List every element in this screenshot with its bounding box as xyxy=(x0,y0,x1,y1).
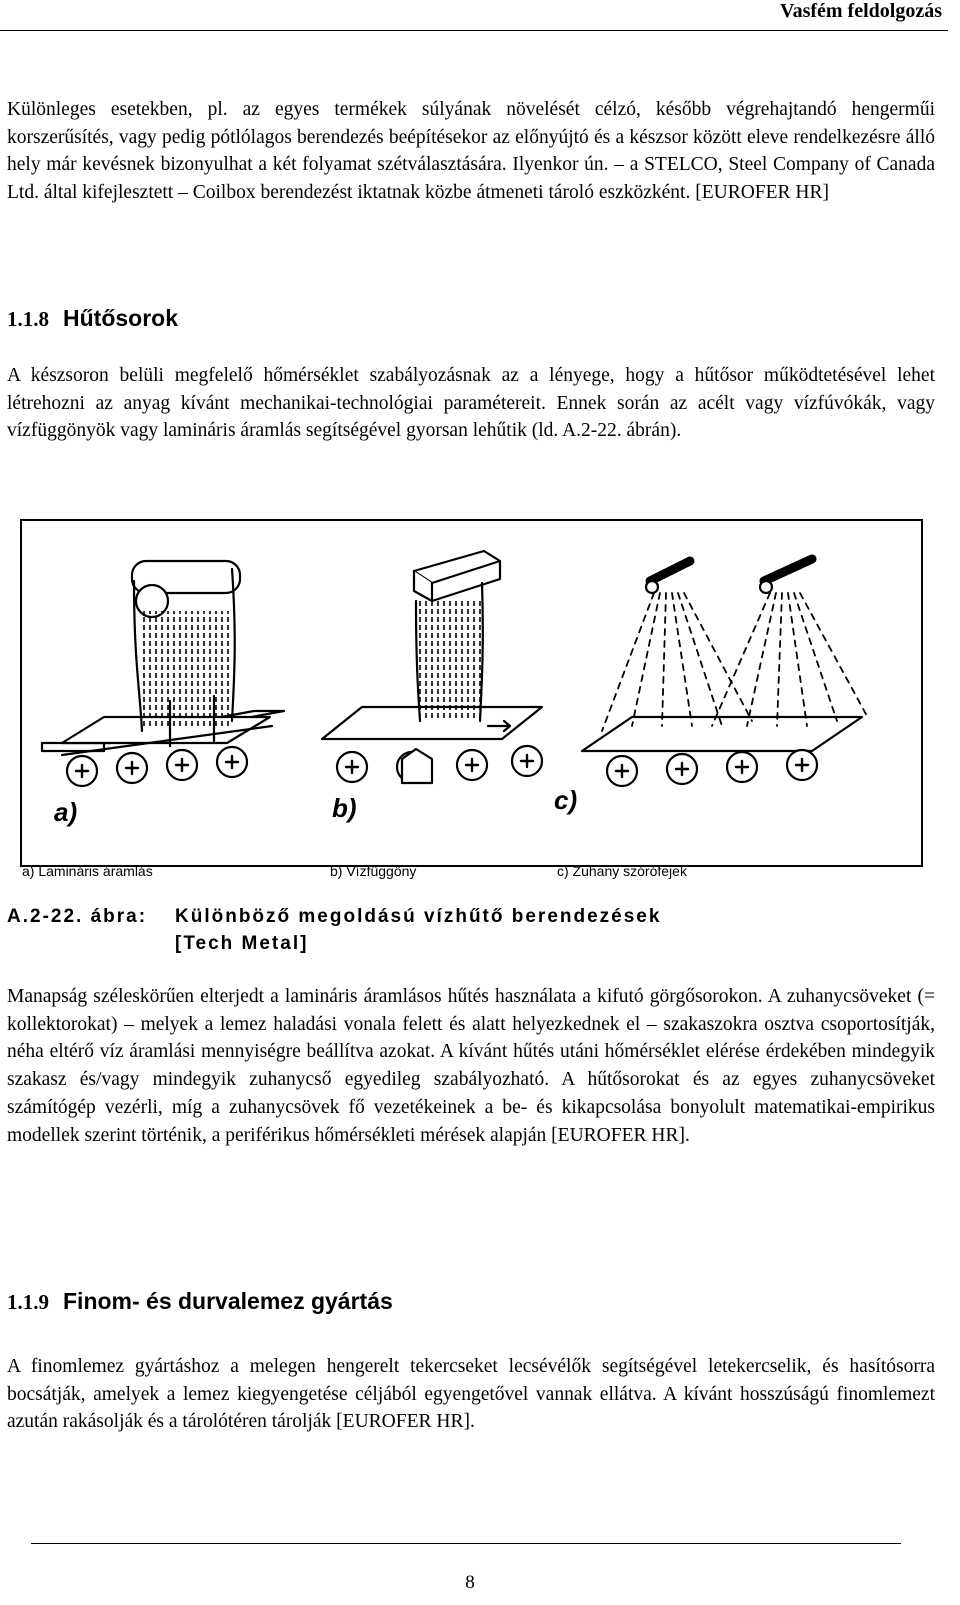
panel-c-drawing xyxy=(582,559,867,786)
paragraph-sheet-production: A finomlemez gyártáshoz a melegen hengerelt tekercseket lecsévélők segítségével letekercselik, és hasítósorra bocsátják, amelyek a lemez kiegyengetése céljából egyengetővel vannak ellátva. A kívánt hosszúságú finomlemezt azután rakásolják és a tárolótéren tárolják [EUROFER HR]. xyxy=(7,1356,935,1433)
section-number: 1.1.9 xyxy=(7,1290,49,1314)
panel-a-label: a) xyxy=(54,797,78,827)
panel-a-drawing xyxy=(42,561,284,786)
panel-b-drawing xyxy=(322,551,542,783)
subcaption-b: b) Vízfüggöny xyxy=(330,863,417,879)
subcaption-a: a) Lamináris áramlás xyxy=(22,863,153,879)
footer-rule xyxy=(31,1543,901,1544)
figure-caption-label: A.2-22. ábra: xyxy=(7,906,148,927)
panel-c-label: c) xyxy=(554,785,578,815)
section-title: Finom- és durvalemez gyártás xyxy=(63,1288,393,1314)
paragraph-cooling-intro: A készsoron belüli megfelelő hőmérséklet szabályozásnak az a lényege, hogy a hűtősor működtetésével lehet létrehozni az anyag kívánt mechanikai-technológiai paramétereit. Ennek során az acélt vagy vízfúvókák, vagy vízfüggönyök vagy lamináris áramlás segítségével gyorsan lehűtik (ld. A.2-22. ábrán). xyxy=(7,365,935,442)
figure-caption xyxy=(7,903,662,954)
paragraph-coilbox: Különleges esetekben, pl. az egyes termékek súlyának növelését célzó, később végrehajtandó hengerműi korszerűsítés, vagy pedig pótlólagos berendezés beépítésekor az előnyújtó és a készsor között eleve rendelkezésre álló hely már kevésnek bizonyulhat a két folyamat szétválasztására. Ilyenkor ún. – a STELCO, Steel Company of Canada Ltd. által kifejlesztett – Coilbox berendezést iktatnak közbe átmeneti tároló eszközként. [EUROFER HR] xyxy=(7,99,935,204)
section-heading-plate xyxy=(7,1288,393,1315)
section-number: 1.1.8 xyxy=(7,307,49,331)
cooling-figure xyxy=(20,519,923,867)
header-rule xyxy=(0,30,948,31)
subcaption-c: c) Zuhany szórófejek xyxy=(557,863,687,879)
paragraph-laminar-cooling: Manapság széleskörűen elterjedt a lamináris áramlásos hűtés használata a kifutó görgősorokon. A zuhanycsöveket (= kollektorokat) – melyek a lemez haladási vonala felett és alatt helyezkednek el – szakaszokra osztva csoportosítják, néha eltérő víz áramlási mennyiségre beállítva azokat. A kívánt hűtés utáni hőmérséklet elérése érdekében mindegyik szakasz és/vagy mindegyik zuhanycső egyedileg szabályozható. A hűtősorokat és az egyes zuhanycsöveket számítógép vezérli, míg a zuhanycsövek fő vezetékeinek a be- és kikapcsolása bonyolult matematikai-empirikus modellek szerint történik, a periférikus hőmérsékleti mérések alapján [EUROFER HR]. xyxy=(7,986,935,1146)
section-title: Hűtősorok xyxy=(63,305,178,331)
section-heading-cooling xyxy=(7,305,178,332)
running-header: Vasfém feldolgozás xyxy=(779,0,942,22)
figure-caption-source: [Tech Metal] xyxy=(175,933,309,954)
page-number: 8 xyxy=(465,1572,475,1593)
cooling-illustration xyxy=(22,521,921,865)
panel-b-label: b) xyxy=(332,793,357,823)
figure-caption-title: Különböző megoldású vízhűtő berendezések xyxy=(175,906,662,927)
